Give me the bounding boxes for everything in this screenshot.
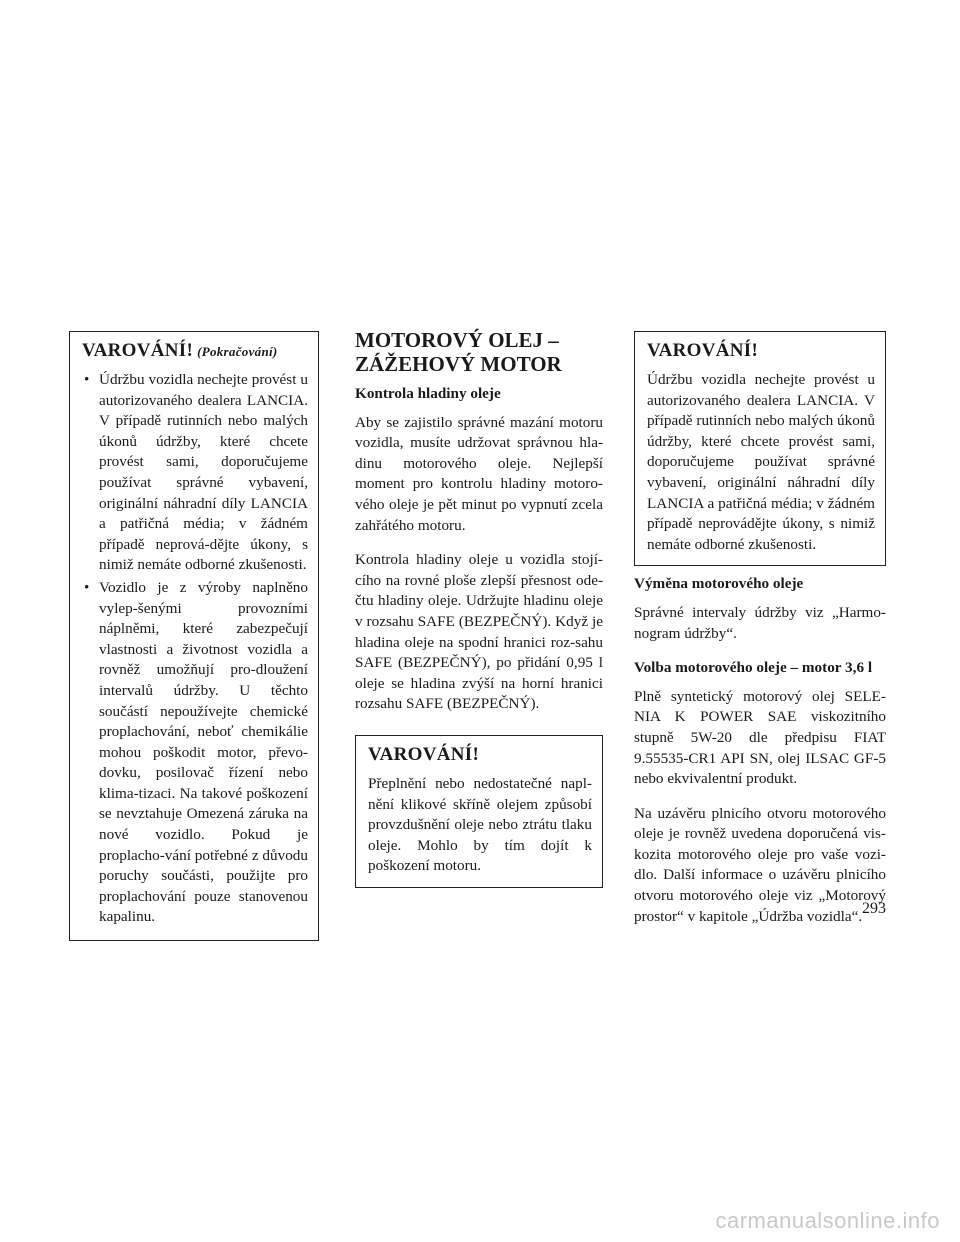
continued-label: (Pokračování) <box>197 344 278 359</box>
page-number: 293 <box>862 900 886 917</box>
heading-line-2: ZÁŽEHOVÝ MOTOR <box>355 352 562 376</box>
right-warning-box <box>634 331 886 566</box>
warning-text: Údržbu vozidla nechejte provést u autorizovaného dealera LANCIA. V případě rutinních nebo malých úkonů údržby, které chcete provést sami, doporučujeme používat správné vybavení, originální náhradní díly LANCIA a patřičná média; v žádném případě neprovádějte úkony, s nimiž nemáte odborné zkušenosti. <box>647 371 875 553</box>
paragraph: Aby se zajistilo správné mazání motoru vozidla, musíte udržovat správnou hla-dinu motorového oleje. Nejlepší moment pro kontrolu hladiny motoro-vého oleje je pět minut po vypnutí zcela zahřátého motoru. <box>355 413 603 534</box>
warning-label: VAROVÁNÍ! <box>82 340 194 361</box>
warning-list <box>82 370 308 928</box>
paragraph: Kontrola hladiny oleje u vozidla stojí-cího na rovné ploše zlepší přesnost ode-čtu hladiny oleje. Udržujte hladinu oleje v rozsahu SAFE (BEZPEČNÝ). Když je hladina oleje na spodní hranici roz-sahu SAFE (BEZPEČNÝ), po přidání 0,95 l oleje se hladina zvýší na horní hranici rozsahu SAFE (BEZPEČNÝ). <box>355 551 603 713</box>
warning-text: Přeplnění nebo nedostatečné napl-nění klikové skříně olejem způsobí provzdušnění oleje nebo ztrátu tlaku oleje. Mohlo by tím dojít k poškození motoru. <box>368 774 592 875</box>
middle-warning-title: VAROVÁNÍ! <box>368 743 480 765</box>
section-heading <box>355 328 603 376</box>
list-item: • Údržbu vozidla nechejte provést u autorizovaného dealera LANCIA. V případě rutinních nebo malých úkonů údržby, které chcete provést sami, doporučujeme používat správné vybavení, originální náhradní díly LANCIA a patřičná média; v žádném případě neprová-dějte úkony, s nimiž nemáte odborné zkušenosti. <box>82 370 308 576</box>
subheading-oil-selection: Volba motorového oleje – motor 3,6 l <box>634 659 873 677</box>
middle-column <box>355 328 603 888</box>
watermark: carmanualsonline.info <box>715 1208 940 1233</box>
subheading-oil-change: Výměna motorového oleje <box>634 575 804 593</box>
paragraph: Plně syntetický motorový olej SELE-NIA K POWER SAE viskozitního stupně 5W-20 dle předpisu FIAT 9.55535-CR1 API SN, olej ILSAC GF-5 nebo ekvivalentní produkt. <box>634 687 886 788</box>
subheading-oil-level: Kontrola hladiny oleje <box>355 385 501 402</box>
left-warning-title <box>82 340 308 362</box>
right-column <box>634 331 886 941</box>
paragraph: Na uzávěru plnicího otvoru motorového oleje je rovněž uvedena doporučená vis-kozita motorového oleje pro vaše vozi-dlo. Další informace o uzávěru plnicího otvoru motorového oleje viz „Motorový prostor“ v kapitole „Údržba vozidla“. <box>634 804 886 925</box>
heading-line-1: MOTOROVÝ OLEJ – <box>355 328 559 352</box>
left-warning-box <box>69 331 319 941</box>
middle-warning-box <box>355 735 603 888</box>
right-warning-title: VAROVÁNÍ! <box>647 340 759 361</box>
list-item: • Vozidlo je z výroby naplněno vylep-šenými provozními náplněmi, které zabezpečují vlastnosti a životnost vozidla a rovněž umožňují pro-dloužení intervalů údržby. U těchto součástí nepoužívejte chemické proplachování, neboť chemikálie mohou poškodit motor, převo-dovku, posilovač řízení nebo klima-tizaci. Na takové poškození se nevztahuje Omezená záruka na nové vozidlo. Pokud je proplacho-vání potřebné z důvodu poruchy součásti, použijte pro proplachování pouze stanovenou kapalinu. <box>82 578 308 928</box>
paragraph: Správné intervaly údržby viz „Harmo-nogram údržby“. <box>634 603 886 642</box>
